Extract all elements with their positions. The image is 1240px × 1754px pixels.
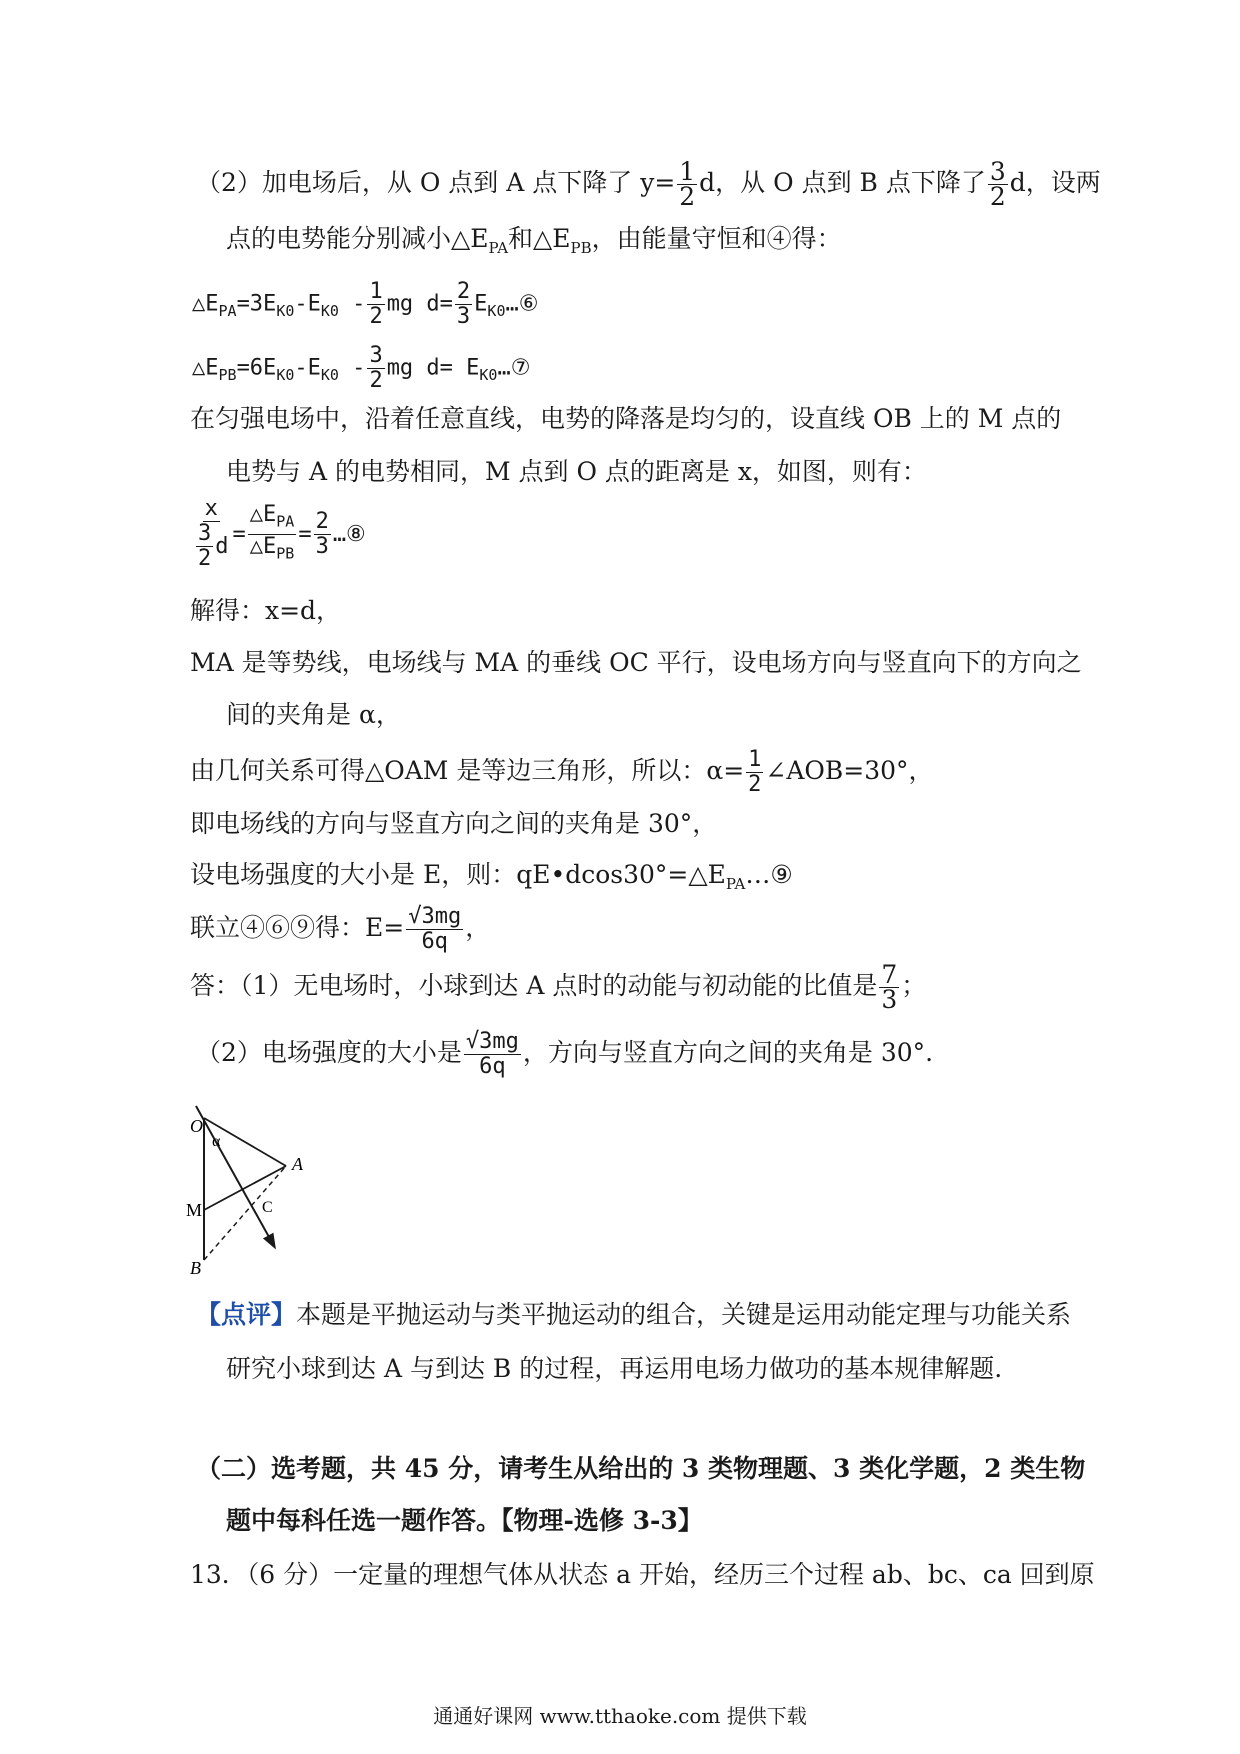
paragraph-combine: 联立④⑥⑨得：E= $\frac{√3mg}{6q}$ ，	[190, 904, 491, 954]
solution-line-1	[196, 157, 1101, 211]
label-alpha: α	[212, 1133, 221, 1150]
paragraph-geometry: 由几何关系可得△OAM 是等边三角形，所以：α= $\frac{1}{2}$ ∠AOB=30°，	[190, 747, 934, 797]
paragraph-equipotential: MA 是等势线，电场线与 MA 的垂线 OC 平行，设电场方向与竖直向下的方向之	[190, 648, 1082, 677]
equation-6: $\triangle E_{PA}=3E_{K0}-E_{K0}$ - $\frac{1}{2}$ mg d= $\frac{2}{3}$ $E_{K0}\dots ⑥$	[192, 279, 539, 329]
geometry-figure	[186, 1098, 326, 1278]
answer-line-2: （2）电场强度的大小是 $\frac{√3mg}{6q}$ ，方向与竖直方向之间的夹角是 30°.	[196, 1029, 934, 1079]
paragraph-uniform-field: 在匀强电场中，沿着任意直线，电势的降落是均匀的，设直线 OB 上的 M 点的	[190, 404, 1062, 433]
paragraph-field-strength: 设电场强度的大小是 E，则：$qE•dcos30^\circ=\triangle E_{PA}\dots ⑨$	[190, 860, 793, 893]
footer: 通通好课网 www.tthaoke.com 提供下载	[433, 1704, 807, 1728]
section-heading-1: （二）选考题，共 45 分，请考生从给出的 3 类物理题、3 类化学题，2 类生物	[196, 1454, 1086, 1483]
section-heading-2: 题中每科任选一题作答。【物理-选修 3-3】	[226, 1506, 703, 1535]
label-m: M	[186, 1200, 203, 1220]
review-tag: 【点评】	[196, 1300, 297, 1329]
solution-result: 解得：x=d，	[190, 596, 342, 625]
equation-7: $\triangle E_{PB}=6E_{K0}-E_{K0}$ - $\frac{3}{2}$ mg $d= E_{K0}\dots ⑦$	[192, 343, 531, 393]
answer-line-1: 答：（1）无电场时，小球到达 A 点时的动能与初动能的比值是 $\frac{7}{3}$ ；	[190, 960, 927, 1014]
fraction-three-halves: $\frac{3}{2}$	[989, 157, 1006, 211]
label-b: B	[190, 1258, 201, 1278]
label-c: C	[262, 1199, 273, 1216]
question-13: 13．（6 分）一定量的理想气体从状态 a 开始，经历三个过程 ab、bc、ca 回到原	[190, 1560, 1095, 1589]
review-line-1: 【点评】本题是平抛运动与类平抛运动的组合，关键是运用动能定理与功能关系	[196, 1300, 1072, 1329]
label-o: O	[190, 1116, 203, 1136]
line-ma	[204, 1166, 286, 1210]
review-line-2: 研究小球到达 A 与到达 B 的过程，再运用电场力做功的基本规律解题.	[226, 1354, 1003, 1383]
text: d，设两	[1009, 168, 1101, 197]
equation-8: x $\frac{3}{2}$ d = $\frac{\triangle E_{PA}}{\triangle E_{PB}}$ = $\frac{2}{3}$ …⑧	[198, 496, 366, 571]
fraction-half: $\frac{1}{2}$	[679, 157, 696, 211]
paragraph-uniform-field-cont: 电势与 A 的电势相同，M 点到 O 点的距离是 x，如图，则有：	[226, 457, 927, 486]
paragraph-angle: 即电场线的方向与竖直方向之间的夹角是 30°，	[190, 809, 718, 838]
paragraph-equipotential-cont: 间的夹角是 α，	[226, 700, 401, 729]
text: （2）加电场后，从 O 点到 A 点下降了 y=	[196, 168, 676, 197]
label-a: A	[292, 1154, 303, 1174]
solution-line-2: 点的电势能分别减小$\triangle E_{PA}$和$\triangle E_{PB}$，由能量守恒和④得：	[226, 224, 842, 257]
text: d，从 O 点到 B 点下降了	[699, 168, 986, 197]
